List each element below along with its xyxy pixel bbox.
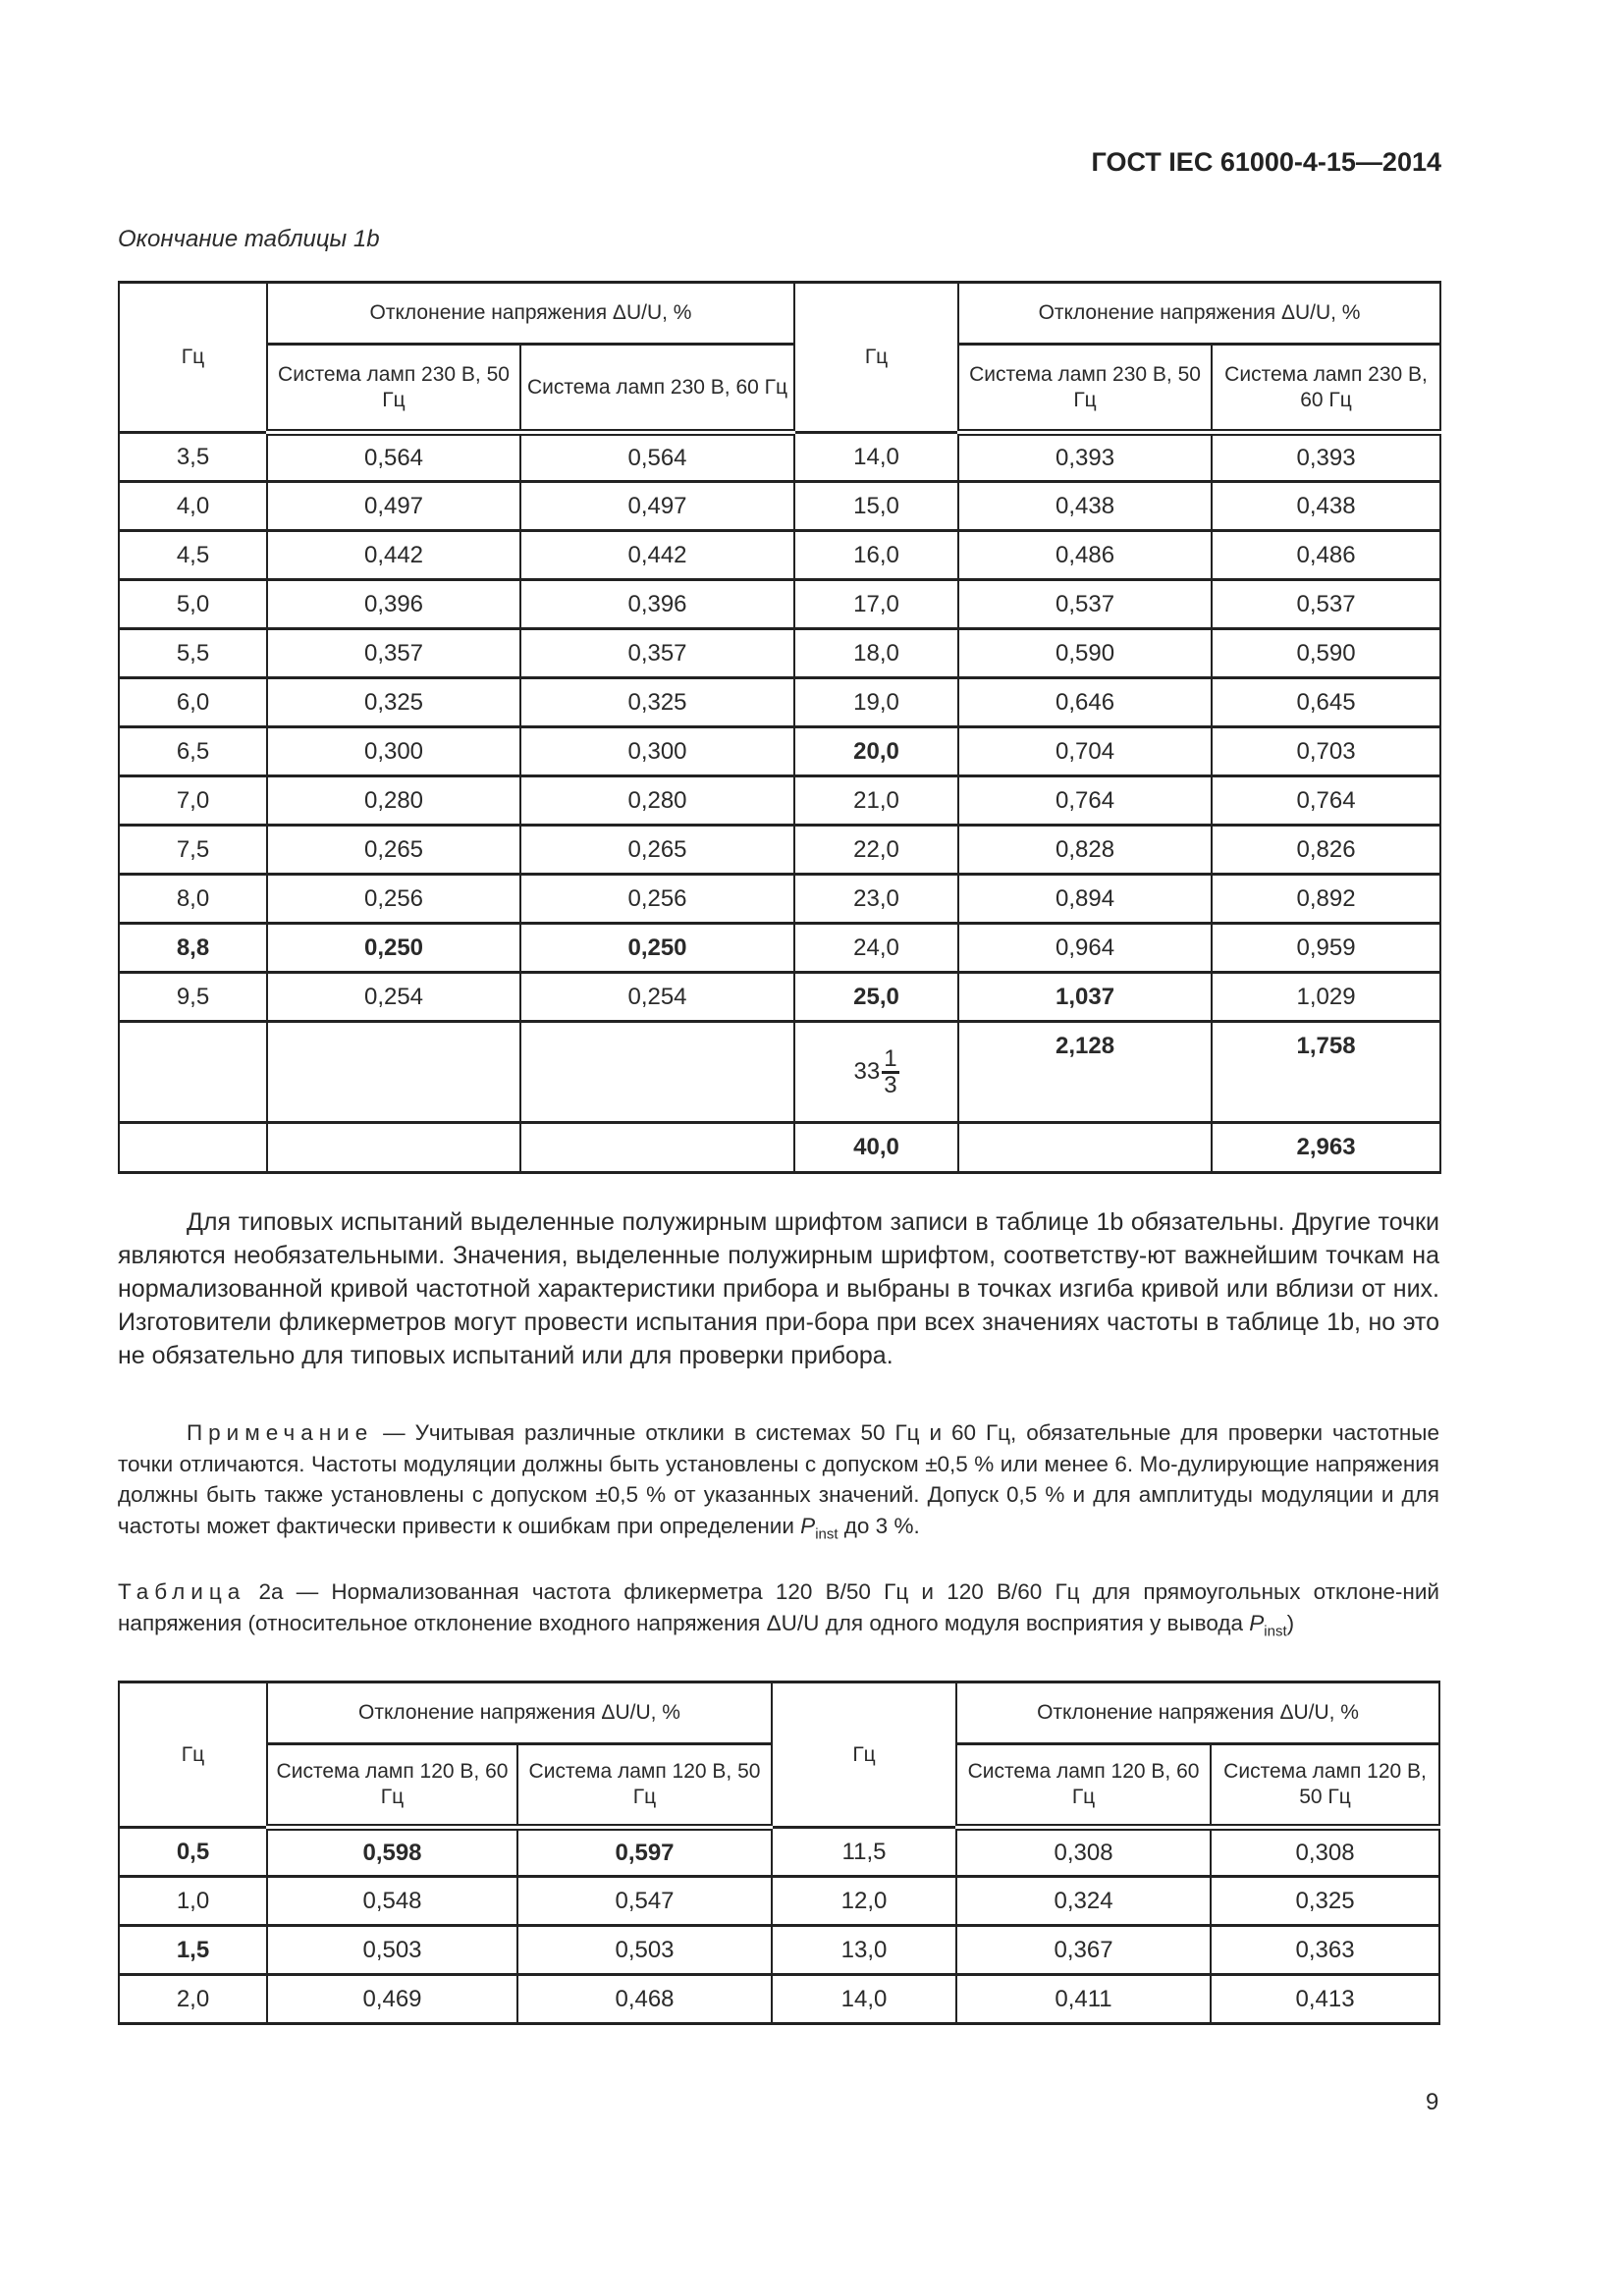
cell-value: 0,468 (517, 1975, 772, 2024)
cell-value: 0,254 (520, 973, 794, 1022)
cell-value: 0,250 (267, 924, 520, 973)
cell-hz: 0,5 (119, 1828, 267, 1877)
cell-value: 0,256 (267, 875, 520, 924)
cell-value: 0,300 (520, 727, 794, 776)
table-row (119, 875, 1440, 924)
cell-hz: 12,0 (772, 1877, 956, 1926)
table-row (119, 629, 1440, 678)
cell-value: 1,029 (1212, 973, 1440, 1022)
table-row (119, 776, 1440, 826)
body-paragraph: Для типовых испытаний выделенные полужирным шрифтом записи в таблице 1b обязательны. Другие точки являются необязательными. Значения, выделенные полужирным шрифтом, соответству-ют важнейшим точкам на нормализованной кривой частотной характеристики прибора и выбраны в точках изгиба кривой или вблизи от них. Изготовители фликерметров могут провести испытания при-бора при всех значениях частоты в таблице 1b, но это не обязательно для типовых испытаний или для проверки прибора. (118, 1208, 1439, 1369)
cell-hz: 20,0 (794, 727, 958, 776)
cell-value: 2,128 (958, 1022, 1212, 1123)
table-row (119, 433, 1440, 482)
cell-value: 0,324 (956, 1877, 1211, 1926)
cell-hz: 6,5 (119, 727, 267, 776)
cell-value: 0,537 (958, 580, 1212, 629)
subheader: Система ламп 230 В, 60 Гц (1212, 345, 1440, 433)
cell-value: 0,764 (1212, 776, 1440, 826)
cell-hz: 23,0 (794, 875, 958, 924)
cell-value: 0,646 (958, 678, 1212, 727)
cell-value: 0,564 (267, 433, 520, 482)
cell-hz: 33 1 3 (794, 1022, 958, 1123)
page-number: 9 (1426, 2089, 1439, 2115)
cell-value: 0,393 (1212, 433, 1440, 482)
cell-value: 0,894 (958, 875, 1212, 924)
cell-value: 0,256 (520, 875, 794, 924)
col-hz-header: Гц (119, 1682, 267, 1828)
subheader: Система ламп 120 В, 50 Гц (517, 1744, 772, 1828)
cell-value: 0,413 (1211, 1975, 1439, 2024)
table-row (119, 973, 1440, 1022)
cell-value: 0,964 (958, 924, 1212, 973)
cell-value: 0,396 (520, 580, 794, 629)
cell-value: 0,367 (956, 1926, 1211, 1975)
cell-value: 0,250 (520, 924, 794, 973)
cell-hz: 5,0 (119, 580, 267, 629)
cell-hz: 24,0 (794, 924, 958, 973)
table1-caption: Окончание таблицы 1b (118, 226, 380, 252)
cell-hz: 21,0 (794, 776, 958, 826)
cell-value: 0,703 (1212, 727, 1440, 776)
cell-value: 0,645 (1212, 678, 1440, 727)
subheader: Система ламп 230 В, 50 Гц (958, 345, 1212, 433)
cell-hz: 13,0 (772, 1926, 956, 1975)
cell-value: 0,704 (958, 727, 1212, 776)
cell-value: 0,597 (517, 1828, 772, 1877)
cell-value: 0,537 (1212, 580, 1440, 629)
col-hz-header: Гц (772, 1682, 956, 1828)
cell-value: 0,828 (958, 826, 1212, 875)
cell-value: 0,300 (267, 727, 520, 776)
cell-hz: 40,0 (794, 1123, 958, 1173)
cell-value: 2,963 (1212, 1123, 1440, 1173)
cell-hz: 14,0 (794, 433, 958, 482)
table-row (119, 531, 1440, 580)
table-row (119, 924, 1440, 973)
table-row (119, 1828, 1439, 1877)
group-header: Отклонение напряжения ΔU/U, % (956, 1682, 1439, 1744)
cell-value: 0,598 (267, 1828, 517, 1877)
cell-hz: 4,5 (119, 531, 267, 580)
table2-caption: Таблица 2а — Нормализованная частота фликерметра 120 В/50 Гц и 120 В/60 Гц для прямоугольных отклоне-ний напряжения (относительное отклонение входного напряжения ΔU/U для одного модуля восприятия у вывода $P_{inst}$) (118, 1579, 1439, 1639)
cell-hz: 16,0 (794, 531, 958, 580)
cell-hz: 8,0 (119, 875, 267, 924)
cell-value: 0,308 (1211, 1828, 1439, 1877)
cell-value: 0,764 (958, 776, 1212, 826)
subheader: Система ламп 120 В, 60 Гц (956, 1744, 1211, 1828)
cell-hz: 15,0 (794, 482, 958, 531)
cell-hz: 6,0 (119, 678, 267, 727)
cell-value: 0,280 (267, 776, 520, 826)
cell-value: 1,758 (1212, 1022, 1440, 1123)
table-row (119, 727, 1440, 776)
cell-hz: 7,0 (119, 776, 267, 826)
table-row (119, 1975, 1439, 2024)
cell-value: 0,325 (1211, 1877, 1439, 1926)
table-2a (118, 1681, 1440, 2025)
note: Примечание — Учитывая различные отклики в системах 50 Гц и 60 Гц, обязательные для проверки частотные точки отличаются. Частоты модуляции должны быть установлены с допуском ±0,5 % или менее 6. Мо-дулирующие напряжения должны быть также установлены с допуском ±0,5 % от указанных значений. Допуск 0,5 % и для амплитуды модуляции и для частоты может фактически привести к ошибкам при определении $P_{inst}$ до 3 %. (118, 1420, 1439, 1542)
cell-hz: 5,5 (119, 629, 267, 678)
cell-value: 0,497 (267, 482, 520, 531)
cell-value: 0,892 (1212, 875, 1440, 924)
cell-value: 0,254 (267, 973, 520, 1022)
cell-hz: 2,0 (119, 1975, 267, 2024)
cell-value: 0,442 (267, 531, 520, 580)
cell-value: 0,357 (520, 629, 794, 678)
cell-value: 0,547 (517, 1877, 772, 1926)
subheader: Система ламп 120 В, 60 Гц (267, 1744, 517, 1828)
subheader: Система ламп 230 В, 50 Гц (267, 345, 520, 433)
subheader: Система ламп 120 В, 50 Гц (1211, 1744, 1439, 1828)
cell-value: 0,363 (1211, 1926, 1439, 1975)
cell-hz: 8,8 (119, 924, 267, 973)
cell-value: 0,325 (267, 678, 520, 727)
cell-value: 0,442 (520, 531, 794, 580)
cell-value: 0,308 (956, 1828, 1211, 1877)
table-1b (118, 281, 1441, 1174)
cell-hz: 14,0 (772, 1975, 956, 2024)
cell-value: 0,265 (267, 826, 520, 875)
table-row (119, 678, 1440, 727)
document-code: ГОСТ IEC 61000-4-15—2014 (1091, 147, 1441, 177)
cell-hz: 18,0 (794, 629, 958, 678)
cell-value: 0,959 (1212, 924, 1440, 973)
cell-hz: 7,5 (119, 826, 267, 875)
col-hz-header: Гц (119, 283, 267, 433)
cell-value: 0,411 (956, 1975, 1211, 2024)
cell-value: 0,396 (267, 580, 520, 629)
cell-hz: 9,5 (119, 973, 267, 1022)
cell-hz: 17,0 (794, 580, 958, 629)
cell-hz: 4,0 (119, 482, 267, 531)
cell-value: 0,280 (520, 776, 794, 826)
cell-value: 0,357 (267, 629, 520, 678)
table-row (119, 826, 1440, 875)
cell-hz: 3,5 (119, 433, 267, 482)
cell-value: 0,826 (1212, 826, 1440, 875)
cell-hz: 1,0 (119, 1877, 267, 1926)
cell-hz: 19,0 (794, 678, 958, 727)
table-row (119, 1926, 1439, 1975)
note-label: Примечание (187, 1420, 374, 1445)
cell-value: 0,548 (267, 1877, 517, 1926)
group-header: Отклонение напряжения ΔU/U, % (958, 283, 1440, 345)
cell-value: 0,438 (1212, 482, 1440, 531)
table-row (119, 1123, 1440, 1173)
cell-value: 0,265 (520, 826, 794, 875)
cell-value: 0,590 (1212, 629, 1440, 678)
cell-value: 0,438 (958, 482, 1212, 531)
cell-value: 0,503 (267, 1926, 517, 1975)
cell-hz: 22,0 (794, 826, 958, 875)
table-row (119, 580, 1440, 629)
subheader: Система ламп 230 В, 60 Гц (520, 345, 794, 433)
cell-value: 0,486 (958, 531, 1212, 580)
cell-value: 0,503 (517, 1926, 772, 1975)
cell-value: 0,486 (1212, 531, 1440, 580)
cell-value: 0,497 (520, 482, 794, 531)
cell-value: 0,325 (520, 678, 794, 727)
cell-value: 0,469 (267, 1975, 517, 2024)
table-row (119, 1022, 1440, 1123)
group-header: Отклонение напряжения ΔU/U, % (267, 283, 794, 345)
cell-value: 0,590 (958, 629, 1212, 678)
cell-value: 0,564 (520, 433, 794, 482)
cell-hz: 1,5 (119, 1926, 267, 1975)
cell-hz: 25,0 (794, 973, 958, 1022)
cell-value: 0,393 (958, 433, 1212, 482)
cell-value: 1,037 (958, 973, 1212, 1022)
col-hz-header: Гц (794, 283, 958, 433)
cell-hz: 11,5 (772, 1828, 956, 1877)
table-row (119, 1877, 1439, 1926)
table-row (119, 482, 1440, 531)
group-header: Отклонение напряжения ΔU/U, % (267, 1682, 772, 1744)
